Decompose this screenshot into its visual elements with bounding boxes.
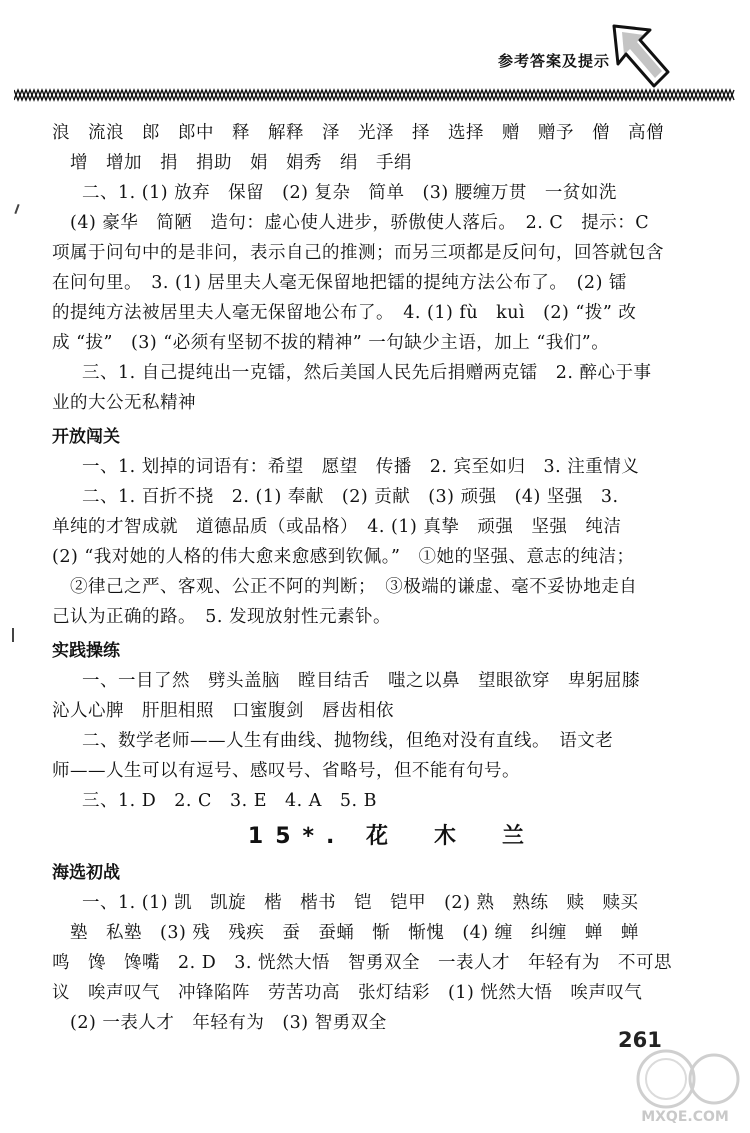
- arrow-up-left-icon: [610, 22, 672, 90]
- text-line: 成 “拔” (3) “必须有坚韧不拔的精神” 一句缺少主语，加上 “我们”。: [52, 333, 610, 353]
- text-line: ②律己之严、客观、公正不阿的判断； ③极端的谦虚、毫不妥协地走自: [70, 577, 638, 597]
- text-line: (2) “我对她的人格的伟大愈来愈感到钦佩。” ①她的坚强、意志的纯洁；: [52, 547, 635, 567]
- text-line: 议 唉声叹气 冲锋陷阵 劳苦功高 张灯结彩 (1) 恍然大悟 唉声叹气: [52, 983, 643, 1003]
- text-line: 二、1. 百折不挠 2. (1) 奉献 (2) 贡献 (3) 顽强 (4) 坚强 3.: [82, 487, 619, 507]
- section-heading-practice: 实践操练: [52, 641, 120, 661]
- text-line: 一、1. 划掉的词语有：希望 愿望 传播 2. 宾至如归 3. 注重情义: [82, 457, 640, 477]
- header-title: 参考答案及提示: [497, 52, 610, 70]
- section-heading-first: 海选初战: [52, 863, 120, 883]
- margin-mark: [14, 204, 19, 214]
- text-line: 塾 私塾 (3) 残 残疾 蚕 蚕蛹 惭 惭愧 (4) 缠 纠缠 蝉 蝉: [70, 923, 639, 943]
- text-line: 项属于问句中的是非问，表示自己的推测；而另三项都是反问句，回答就包含: [52, 243, 664, 263]
- text-line: (4) 豪华 简陋 造句：虚心使人进步，骄傲使人落后。 2. C 提示：C: [70, 213, 650, 233]
- text-line: 二、1. (1) 放弃 保留 (2) 复杂 简单 (3) 腰缠万贯 一贫如洗: [82, 183, 617, 203]
- text-line: 增 增加 捐 捐助 娟 娟秀 绢 手绢: [70, 153, 412, 173]
- text-line: 鸣 馋 馋嘴 2. D 3. 恍然大悟 智勇双全 一表人才 年轻有为 不可思: [52, 953, 673, 973]
- zigzag-border-icon: [14, 88, 736, 102]
- text-line: 的提纯方法被居里夫人毫无保留地公布了。 4. (1) fù kuì (2) “拨” 改: [52, 303, 637, 323]
- text-line: 业的大公无私精神: [52, 393, 196, 413]
- watermark-url: MXQE.COM: [641, 1109, 729, 1125]
- text-line: 单纯的才智成就 道德品质（或品格） 4. (1) 真挚 顽强 坚强 纯洁: [52, 517, 622, 537]
- text-line: 在问句里。 3. (1) 居里夫人毫无保留地把镭的提纯方法公布了。 (2) 镭: [52, 273, 627, 293]
- text-line: 师——人生可以有逗号、感叹号、省略号，但不能有句号。: [52, 761, 520, 781]
- text-line: 三、1. D 2. C 3. E 4. A 5. B: [82, 791, 377, 811]
- text-line: 沁人心脾 肝胆相照 口蜜腹剑 唇齿相依: [52, 701, 394, 721]
- watermark-logo: [626, 1041, 744, 1127]
- text-line: 一、1. (1) 凯 凯旋 楷 楷书 铠 铠甲 (2) 熟 熟练 赎 赎买: [82, 893, 639, 913]
- text-line: 己认为正确的路。 5. 发现放射性元素钋。: [52, 607, 392, 627]
- text-line: (2) 一表人才 年轻有为 (3) 智勇双全: [70, 1013, 387, 1033]
- page-number: 261: [618, 1028, 662, 1052]
- text-line: 一、一目了然 劈头盖脑 瞠目结舌 嗤之以鼻 望眼欲穿 卑躬屈膝: [82, 671, 640, 691]
- text-line: 二、数学老师——人生有曲线、抛物线，但绝对没有直线。 语文老: [82, 731, 614, 751]
- section-heading-open: 开放闯关: [52, 427, 120, 447]
- lesson-title: 15*. 花 木 兰: [247, 824, 537, 849]
- margin-mark: [12, 628, 14, 642]
- text-line: 三、1. 自己提纯出一克镭，然后美国人民先后捐赠两克镭 2. 醉心于事: [82, 363, 652, 383]
- answer-content: [52, 118, 692, 1038]
- text-line: 浪 流浪 郎 郎中 释 解释 泽 光泽 择 选择 赠 赠予 僧 高僧: [52, 123, 664, 143]
